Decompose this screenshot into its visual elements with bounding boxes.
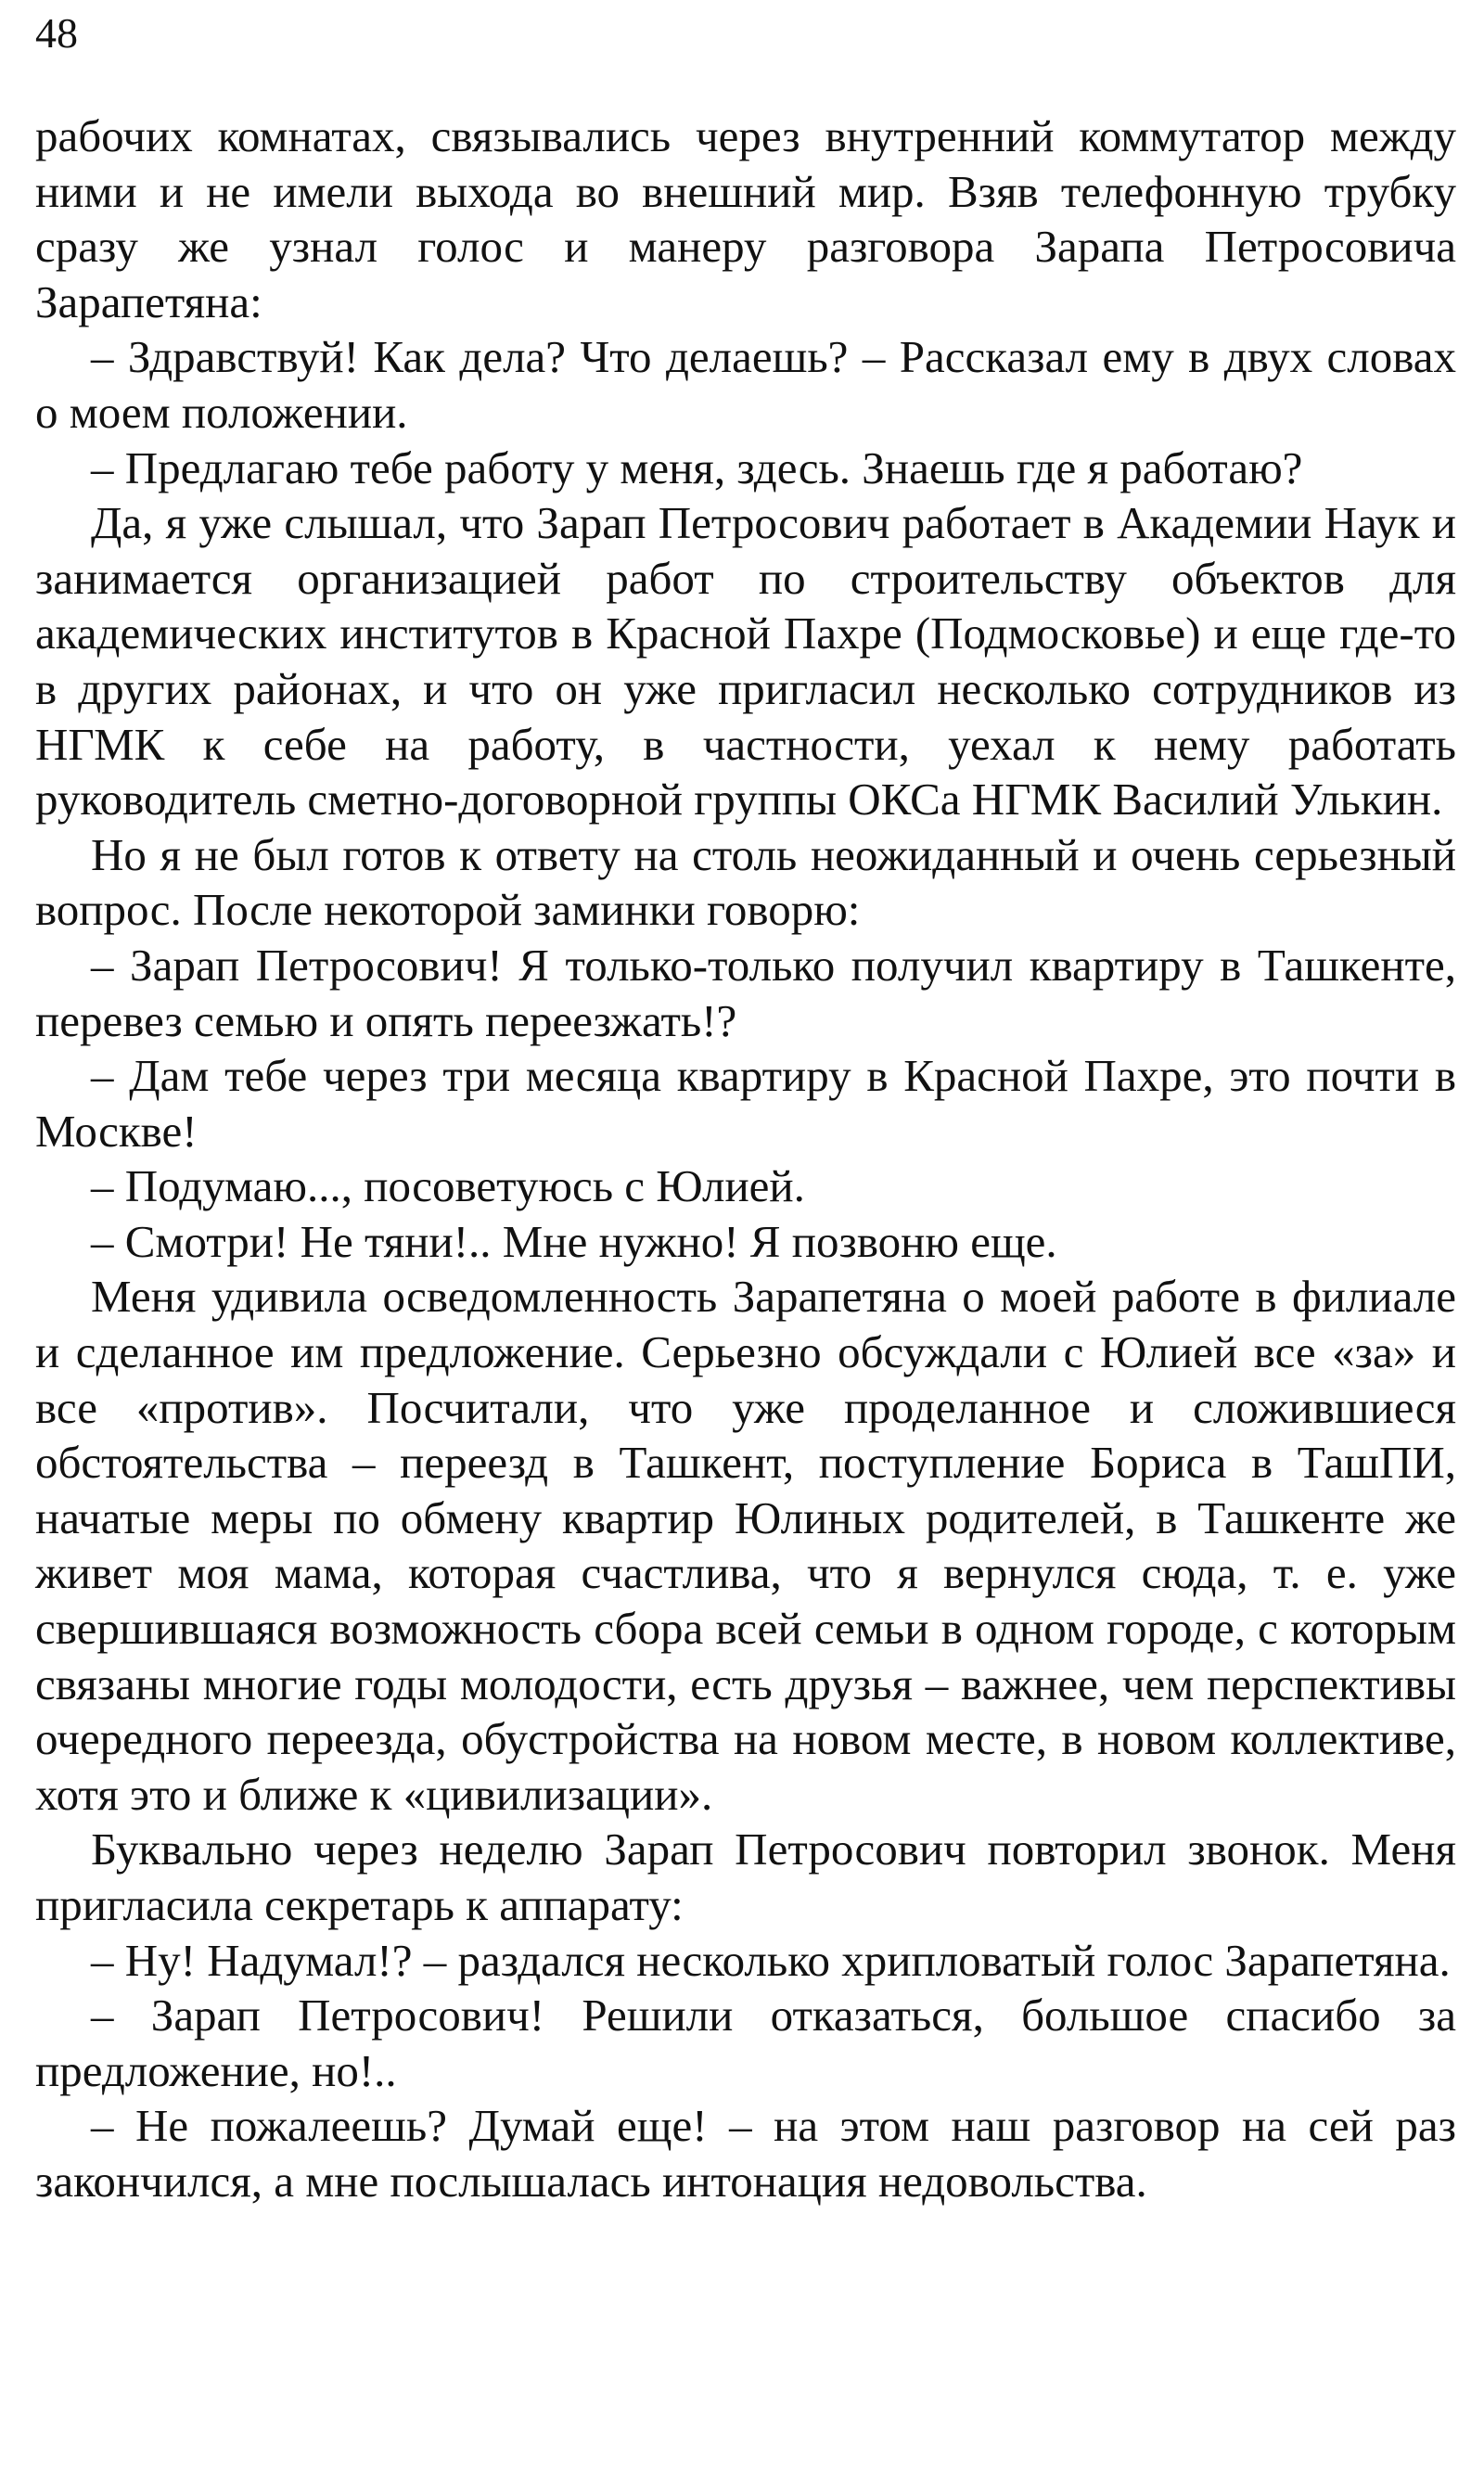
paragraph: – Дам тебе через три месяца квартиру в Красной Пахре, это почти в Москве! bbox=[35, 1050, 1456, 1157]
page-number: 48 bbox=[35, 9, 78, 57]
paragraph: рабочих комнатах, связывались через внутренний коммутатор между ними и не имели выхода во внешний мир. Взяв телефонную трубку сразу же узнал голос и манеру разговора Зарапа Петросовича Зарапетяна: bbox=[35, 110, 1456, 327]
paragraph: – Смотри! Не тяни!.. Мне нужно! Я позвоню еще. bbox=[91, 1215, 1057, 1267]
paragraph: Но я не был готов к ответу на столь неожиданный и очень серьезный вопрос. После некоторой заминки говорю: bbox=[35, 828, 1456, 936]
paragraph: – Не пожалеешь? Думай еще! – на этом наш разговор на сей раз закончился, а мне послышалась интонация недовольства. bbox=[35, 2100, 1456, 2207]
paragraph: – Здравствуй! Как дела? Что делаешь? – Рассказал ему в двух словах о моем положении. bbox=[35, 331, 1456, 438]
paragraph: – Зарап Петросович! Я только-только получил квартиру в Ташкенте, перевез семью и опять переезжать!? bbox=[35, 939, 1456, 1046]
paragraph: – Подумаю..., посоветуюсь с Юлией. bbox=[91, 1160, 805, 1212]
paragraph: Буквально через неделю Зарап Петросович повторил звонок. Меня пригласила секретарь к аппарату: bbox=[35, 1824, 1456, 1930]
body-text bbox=[35, 109, 1456, 2209]
paragraph: – Зарап Петросович! Решили отказаться, большое спасибо за предложение, но!.. bbox=[35, 1990, 1456, 2096]
paragraph: Меня удивила осведомленность Зарапетяна о моей работе в филиале и сделанное им предложение. Серьезно обсуждали с Юлией все «за» и все «против». Посчитали, что уже проделанное и сложившиеся обстоятельства – переезд в Ташкент, поступление Бориса в ТашПИ, начатые меры по обмену квартир Юлиных родителей, в Ташкенте же живет моя мама, которая счастлива, что я вернулся сюда, т. е. уже свершившаяся возможность сбора всей семьи в одном городе, с которым связаны многие годы молодости, есть друзья – важнее, чем перспективы очередного переезда, обустройства на новом месте, в новом коллективе, хотя это и ближе к «цивилизации». bbox=[35, 1271, 1456, 1820]
paragraph: Да, я уже слышал, что Зарап Петросович работает в Академии Наук и занимается организацией работ по строительству объектов для академических институтов в Красной Пахре (Подмосковье) и еще где-то в других районах, и что он уже пригласил несколько сотрудников из НГМК к себе на работу, в частности, уехал к нему работать руководитель сметно-договорной группы ОКСа НГМК Василий Улькин. bbox=[35, 497, 1456, 826]
paragraph: – Ну! Надумал!? – раздался несколько хрипловатый голос Зарапетяна. bbox=[91, 1934, 1451, 1986]
paragraph: – Предлагаю тебе работу у меня, здесь. Знаешь где я работаю? bbox=[91, 442, 1303, 493]
